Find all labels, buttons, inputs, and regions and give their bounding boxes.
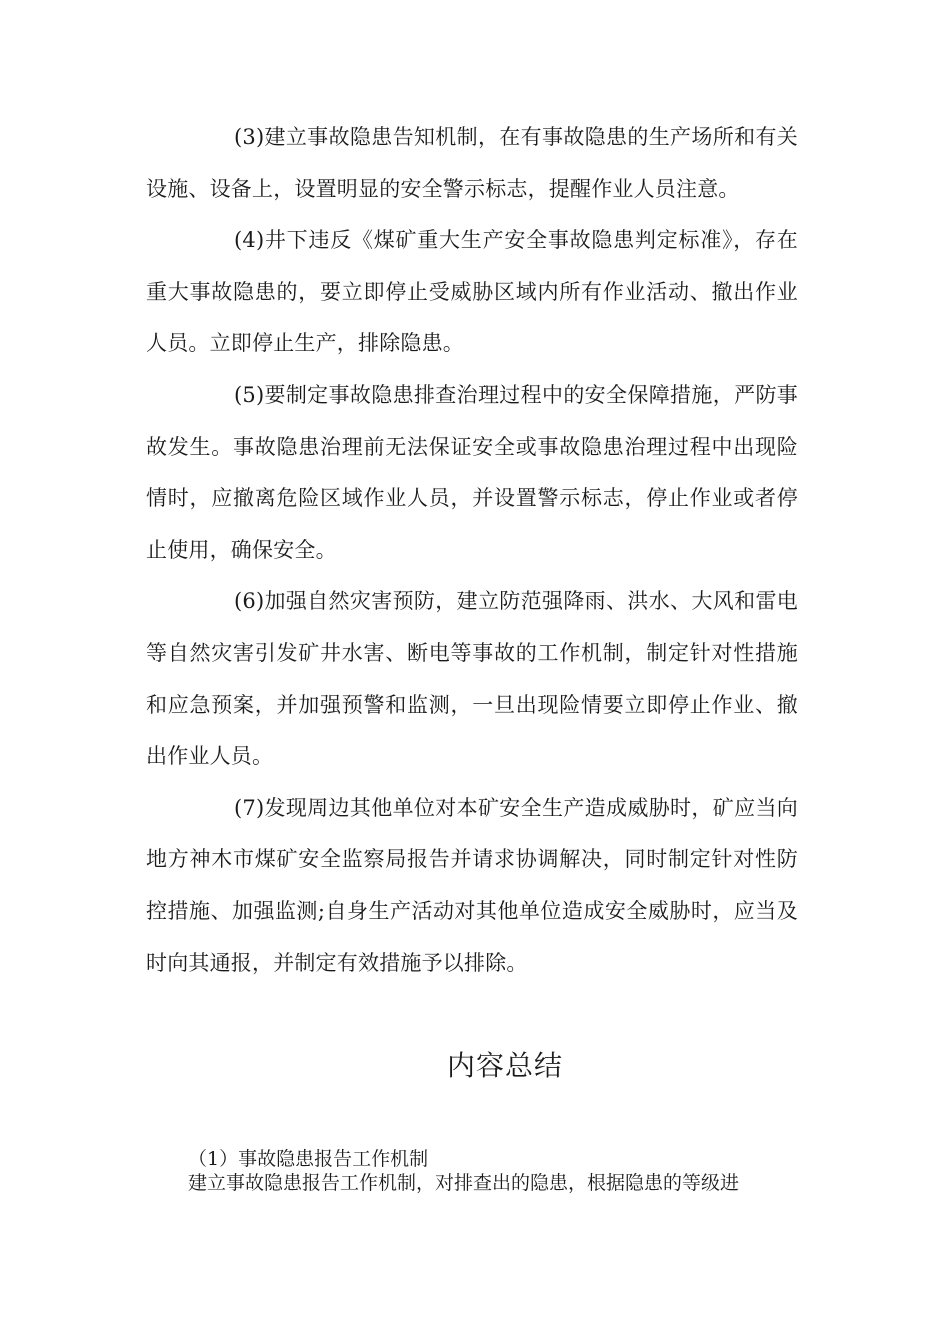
paragraph-item-5: (5)要制定事故隐患排查治理过程中的安全保障措施，严防事故发生。事故隐患治理前无法保证安全或事故隐患治理过程中出现险情时，应撤离危险区域作业人员，并设置警示标志，停止作业或者停止使用，确保安全。 bbox=[146, 382, 798, 562]
summary-title: 内容总结 bbox=[446, 1049, 563, 1082]
body-text bbox=[146, 112, 798, 989]
summary-text: 建立事故隐患报告工作机制，对排查出的隐患，根据隐患的等级进 bbox=[188, 1172, 740, 1194]
paragraph-item-4: (4)井下违反《煤矿重大生产安全事故隐患判定标准》，存在重大事故隐患的，要立即停止受威胁区域内所有作业活动、撤出作业人员。立即停止生产，排除隐患。 bbox=[146, 228, 798, 356]
summary-heading: （1）事故隐患报告工作机制 bbox=[188, 1148, 429, 1170]
paragraph-item-6: (6)加强自然灾害预防，建立防范强降雨、洪水、大风和雷电等自然灾害引发矿井水害、断电等事故的工作机制，制定针对性措施和应急预案，并加强预警和监测，一旦出现险情要立即停止作业、撤出作业人员。 bbox=[146, 589, 798, 769]
paragraph-item-3: (3)建立事故隐患告知机制，在有事故隐患的生产场所和有关设施、设备上，设置明显的安全警示标志，提醒作业人员注意。 bbox=[146, 125, 798, 201]
paragraph-item-7: (7)发现周边其他单位对本矿安全生产造成威胁时，矿应当向地方神木市煤矿安全监察局报告并请求协调解决，同时制定针对性防控措施、加强监测;自身生产活动对其他单位造成安全威胁时，应当及时向其通报，并制定有效措施予以排除。 bbox=[146, 795, 798, 975]
